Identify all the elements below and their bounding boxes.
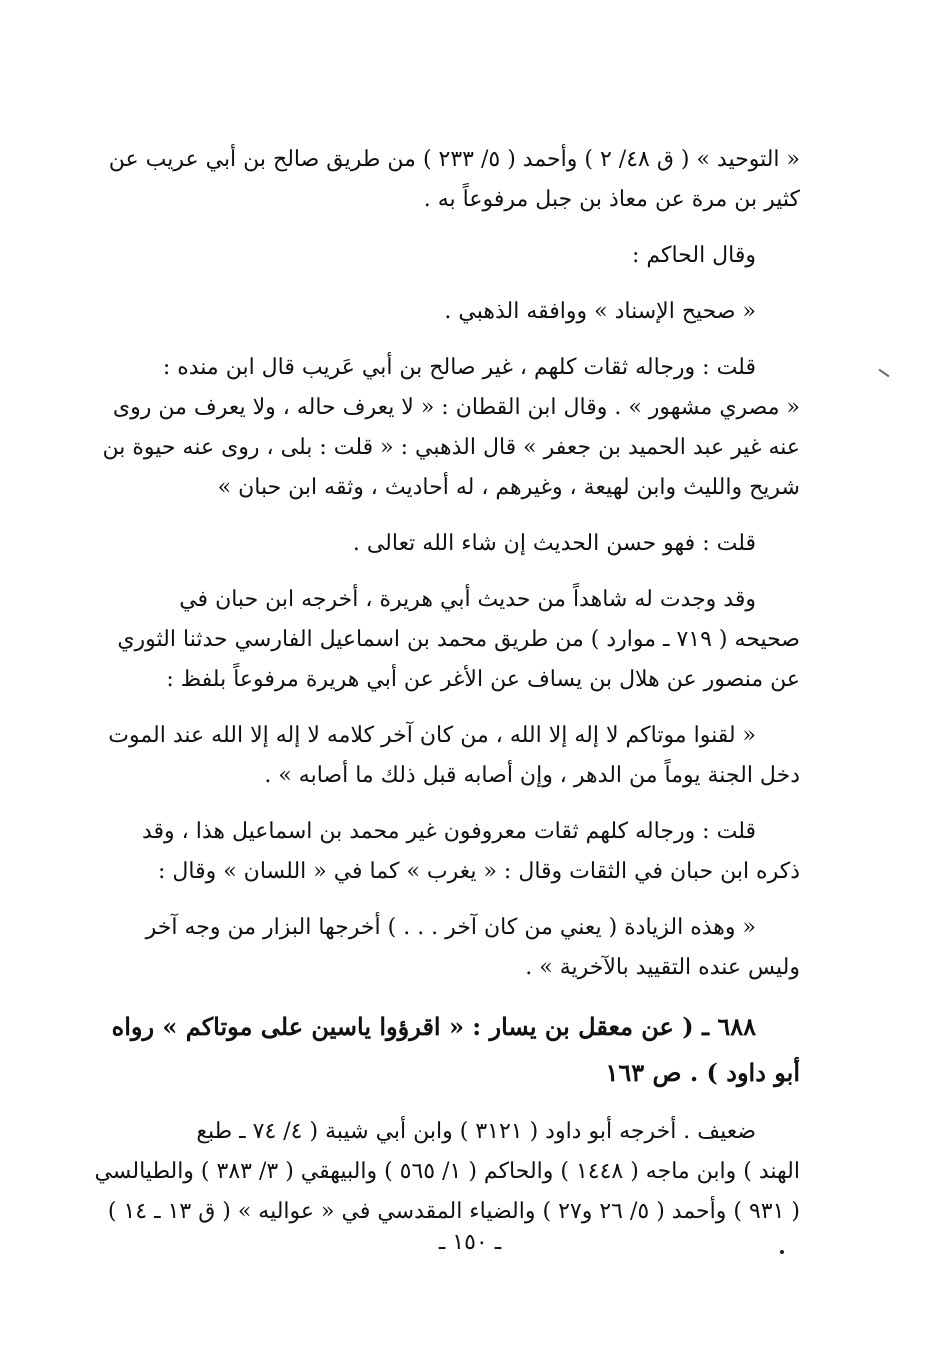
text-line: الهند ) وابن ماجه ( ١٤٤٨ ) والحاكم ( ١/ ٥٦٥ ) والبيهقي ( ٣/ ٣٨٣ ) والطيالسي (94, 1159, 800, 1184)
text-line: وقال الحاكم : (631, 243, 756, 268)
text-line: قلت : ورجاله ثقات كلهم ، غير صالح بن أبي عَريب قال ابن منده : (162, 355, 756, 380)
text-line: « لقنوا موتاكم لا إله إلا الله ، من كان آخر كلامه لا إله إلا الله عند الموت (108, 723, 756, 748)
text-line: « التوحيد » ( ق ٤٨/ ٢ ) وأحمد ( ٥/ ٢٣٣ ) من طريق صالح بن أبي عريب عن (108, 147, 800, 172)
text-line: قلت : ورجاله كلهم ثقات معروفون غير محمد بن اسماعيل هذا ، وقد (141, 819, 756, 844)
text-line: دخل الجنة يوماً من الدهر ، وإن أصابه قبل ذلك ما أصابه » . (264, 763, 800, 788)
scan-speck (780, 1250, 784, 1254)
paragraph-3 (100, 292, 800, 332)
paragraph-4 (100, 348, 800, 508)
page-number: ـ ١٥٠ ـ (438, 1230, 502, 1255)
text-line: شريح والليث وابن لهيعة ، وغيرهم ، له أحاديث ، وثقه ابن حبان » (217, 475, 800, 500)
text-line: كثير بن مرة عن معاذ بن جبل مرفوعاً به . (423, 187, 800, 212)
text-line: عنه غير عبد الحميد بن جعفر » قال الذهبي : « قلت : بلى ، روى عنه حيوة بن (102, 435, 800, 460)
text-line: عن منصور عن هلال بن يساف عن الأغر عن أبي هريرة مرفوعاً بلفظ : (166, 667, 800, 692)
text-line: صحيحه ( ٧١٩ ـ موارد ) من طريق محمد بن اسماعيل الفارسي حدثنا الثوري (117, 627, 800, 652)
text-line: وقد وجدت له شاهداً من حديث أبي هريرة ، أخرجه ابن حبان في (179, 587, 756, 612)
text-line: أبو داود ) . ص ١٦٣ (605, 1058, 800, 1087)
paragraph-5 (100, 524, 800, 564)
grading-paragraph (94, 1112, 800, 1232)
paragraph-2 (100, 236, 800, 276)
paragraph-8 (100, 812, 800, 892)
text-line: « مصري مشهور » . وقال ابن القطان : « لا يعرف حاله ، ولا يعرف من روى (112, 395, 800, 420)
text-line: « صحيح الإسناد » ووافقه الذهبي . (444, 299, 756, 324)
text-line: ( ٩٣١ ) وأحمد ( ٥/ ٢٦ و٢٧ ) والضياء المقدسي في « عواليه » ( ق ١٣ ـ ١٤ ) (107, 1199, 800, 1224)
page-body (94, 140, 800, 1248)
paragraph-7 (100, 716, 800, 796)
paragraph-9 (100, 908, 800, 988)
scan-mark (879, 369, 890, 378)
text-line: قلت : فهو حسن الحديث إن شاء الله تعالى . (352, 531, 756, 556)
paragraph-1 (100, 140, 800, 220)
paragraph-6 (100, 580, 800, 700)
hadith-heading (100, 1004, 800, 1096)
text-line: ذكره ابن حبان في الثقات وقال : « يغرب » كما في « اللسان » وقال : (158, 859, 800, 884)
text-line: وليس عنده التقييد بالآخرية » . (525, 955, 800, 980)
text-line: ٦٨٨ ـ ( عن معقل بن يسار : « اقرؤوا ياسين على موتاكم » رواه (111, 1012, 756, 1041)
text-line: « وهذه الزيادة ( يعني من كان آخر . . . ) أخرجها البزار من وجه آخر (145, 915, 756, 940)
text-line: ضعيف . أخرجه أبو داود ( ٣١٢١ ) وابن أبي شيبة ( ٤/ ٧٤ ـ طبع (196, 1119, 756, 1144)
